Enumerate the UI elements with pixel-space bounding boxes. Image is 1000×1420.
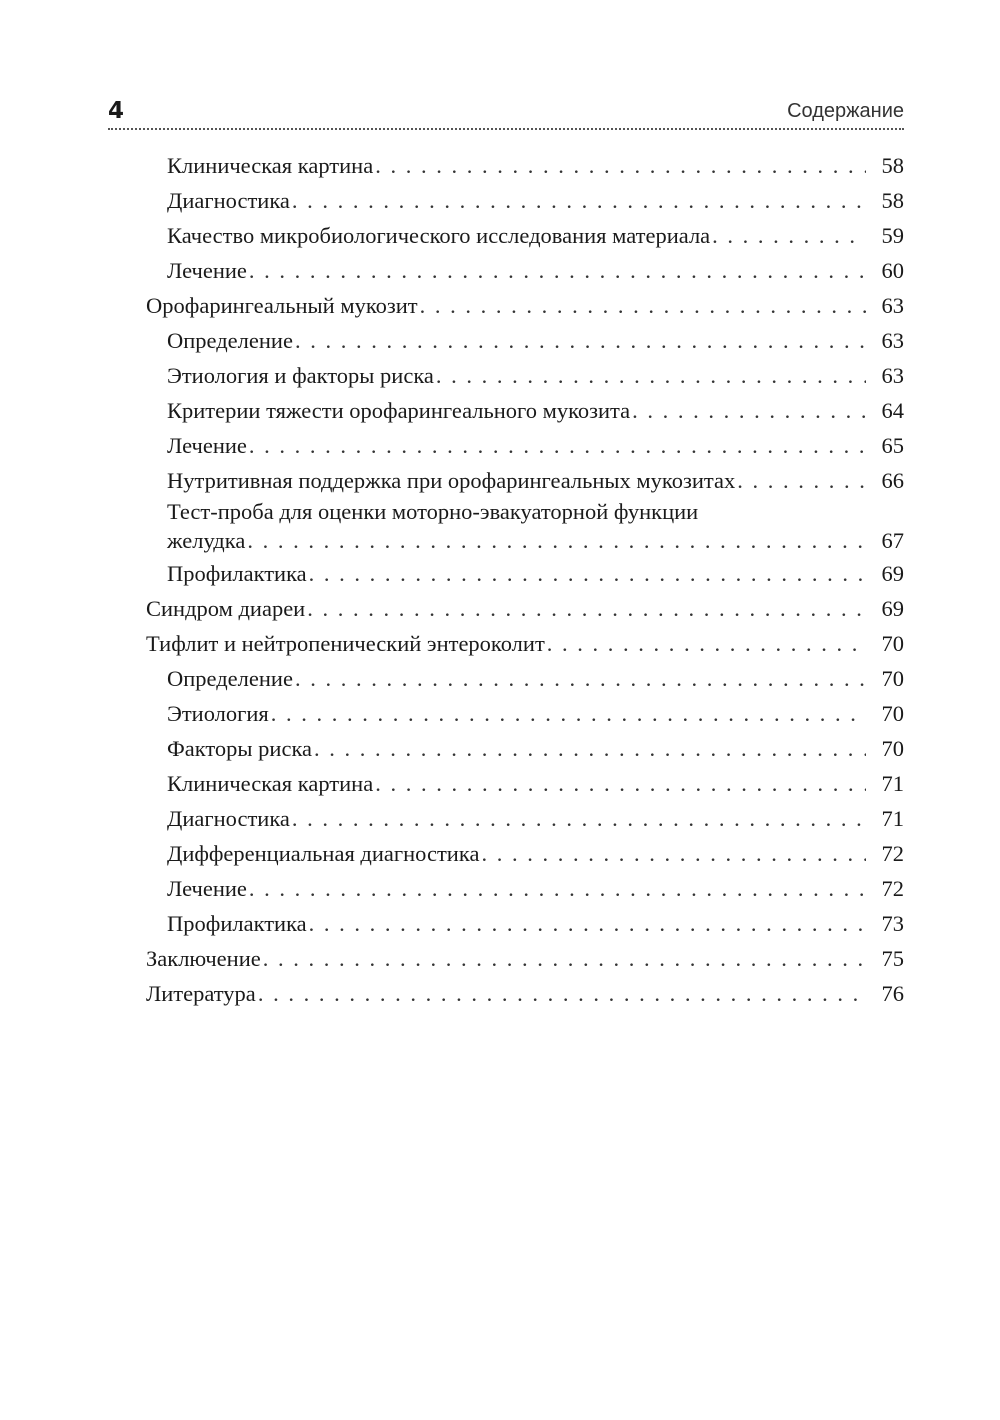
toc-entry-title: Синдром диареи xyxy=(146,596,306,621)
toc-entry-title-line2-row xyxy=(167,526,904,556)
toc-entry[interactable] xyxy=(146,731,904,766)
toc-section[interactable] xyxy=(146,976,904,1011)
toc-entry-title: Профилактика xyxy=(167,911,307,936)
dot-leader xyxy=(295,661,866,696)
toc-entry[interactable] xyxy=(146,463,904,498)
toc-entry-page: 70 xyxy=(881,631,904,656)
toc-entry[interactable] xyxy=(146,498,904,556)
toc-entry-title: Литература xyxy=(146,981,256,1006)
toc-entry-page: 63 xyxy=(881,293,904,318)
toc-entry[interactable] xyxy=(146,556,904,591)
dot-leader xyxy=(249,253,866,288)
dot-leader xyxy=(249,871,866,906)
toc-entry-title: Нутритивная поддержка при орофарингеальных мукозитах xyxy=(167,468,736,493)
toc-entry-title: Клиническая картина xyxy=(167,153,374,178)
toc-entry-title: Тифлит и нейтропенический энтероколит xyxy=(146,631,545,656)
toc-entry-page: 76 xyxy=(881,981,904,1006)
dot-leader xyxy=(249,428,866,463)
toc-entry-title: Дифференциальная диагностика xyxy=(167,841,480,866)
toc-entry[interactable] xyxy=(146,661,904,696)
toc-entry[interactable] xyxy=(146,696,904,731)
toc-entry-page: 58 xyxy=(881,153,904,178)
toc-section[interactable] xyxy=(146,591,904,626)
toc-entry[interactable] xyxy=(146,183,904,218)
toc-entry[interactable] xyxy=(146,393,904,428)
running-head: Содержание xyxy=(787,100,904,122)
toc-entry-page: 63 xyxy=(881,363,904,388)
toc-entry-page: 71 xyxy=(881,806,904,831)
dot-leader xyxy=(632,393,866,428)
dot-leader xyxy=(375,148,866,183)
toc-entry[interactable] xyxy=(146,253,904,288)
toc-entry-title: Диагностика xyxy=(167,806,290,831)
table-of-contents xyxy=(146,148,904,1011)
toc-entry-page: 75 xyxy=(881,946,904,971)
dot-leader xyxy=(547,626,866,661)
toc-entry[interactable] xyxy=(146,358,904,393)
toc-entry[interactable] xyxy=(146,428,904,463)
toc-entry-page: 70 xyxy=(881,666,904,691)
dot-leader xyxy=(309,906,866,941)
toc-entry[interactable] xyxy=(146,148,904,183)
toc-section[interactable] xyxy=(146,626,904,661)
toc-entry-title: Лечение xyxy=(167,258,247,283)
toc-entry-page: 65 xyxy=(881,433,904,458)
toc-entry-page: 69 xyxy=(881,561,904,586)
toc-entry[interactable] xyxy=(146,836,904,871)
toc-entry-page: 63 xyxy=(881,328,904,353)
header-dotted-rule xyxy=(108,128,904,130)
toc-entry-title: Профилактика xyxy=(167,561,307,586)
toc-entry-title: Факторы риска xyxy=(167,736,313,761)
toc-entry-title: Определение xyxy=(167,328,293,353)
toc-entry-title: Лечение xyxy=(167,876,247,901)
toc-entry-page: 73 xyxy=(881,911,904,936)
toc-entry[interactable] xyxy=(146,323,904,358)
toc-entry[interactable] xyxy=(146,871,904,906)
toc-entry-title: Этиология xyxy=(167,701,269,726)
dot-leader xyxy=(271,696,866,731)
dot-leader xyxy=(295,323,866,358)
toc-entry-page: 60 xyxy=(881,258,904,283)
toc-entry-title: Заключение xyxy=(146,946,261,971)
toc-entry-title: Диагностика xyxy=(167,188,290,213)
dot-leader xyxy=(263,941,866,976)
dot-leader xyxy=(314,731,866,766)
toc-entry-title: Лечение xyxy=(167,433,247,458)
toc-entry-title-line1: Тест-проба для оценки моторно-эвакуаторной функции xyxy=(167,499,699,524)
dot-leader xyxy=(420,288,866,323)
toc-entry[interactable] xyxy=(146,218,904,253)
dot-leader xyxy=(292,183,866,218)
toc-entry-page: 71 xyxy=(881,771,904,796)
toc-entry-page: 66 xyxy=(881,468,904,493)
toc-entry-title: Качество микробиологического исследования материала xyxy=(167,223,711,248)
toc-entry-title: Этиология и факторы риска xyxy=(167,363,434,388)
dot-leader xyxy=(258,976,866,1011)
toc-entry-page: 67 xyxy=(881,528,904,553)
dot-leader xyxy=(712,218,866,253)
toc-entry-title-line2: желудка xyxy=(167,528,246,553)
toc-entry-title: Клиническая картина xyxy=(167,771,374,796)
toc-entry[interactable] xyxy=(146,801,904,836)
toc-entry-page: 59 xyxy=(881,223,904,248)
toc-entry-page: 64 xyxy=(881,398,904,423)
dot-leader xyxy=(247,526,866,556)
dot-leader xyxy=(292,801,866,836)
toc-entry-page: 69 xyxy=(881,596,904,621)
toc-entry[interactable] xyxy=(146,906,904,941)
toc-entry-page: 72 xyxy=(881,876,904,901)
dot-leader xyxy=(307,591,866,626)
toc-entry-title: Определение xyxy=(167,666,293,691)
dot-leader xyxy=(481,836,866,871)
dot-leader xyxy=(737,463,866,498)
toc-entry-page: 70 xyxy=(881,736,904,761)
toc-section[interactable] xyxy=(146,288,904,323)
toc-entry-page: 58 xyxy=(881,188,904,213)
toc-entry[interactable] xyxy=(146,766,904,801)
toc-entry-page: 72 xyxy=(881,841,904,866)
dot-leader xyxy=(375,766,866,801)
toc-entry-title: Критерии тяжести орофарингеального мукозита xyxy=(167,398,631,423)
page-number: 4 xyxy=(108,98,125,124)
toc-entry-title: Орофарингеальный мукозит xyxy=(146,293,418,318)
dot-leader xyxy=(309,556,866,591)
page-header xyxy=(108,96,904,130)
dot-leader xyxy=(436,358,866,393)
toc-entry-page: 70 xyxy=(881,701,904,726)
toc-section[interactable] xyxy=(146,941,904,976)
